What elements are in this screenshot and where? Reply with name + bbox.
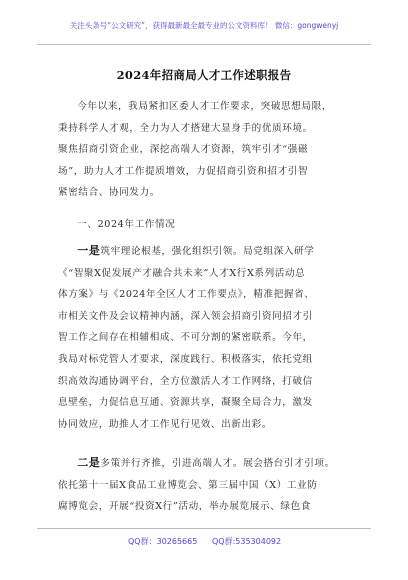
text-line: 体方案》与《2024年全区人才工作要点》，精准把握省、 bbox=[58, 289, 315, 301]
intro-paragraph bbox=[58, 96, 352, 204]
text-line: 场”，助力人才工作提质增效，力促招商引资和招才引智 bbox=[58, 165, 309, 177]
text-line: 紧密结合、协同发力。 bbox=[58, 187, 160, 199]
paragraph-lead: 二是 bbox=[77, 456, 101, 469]
paragraph-two bbox=[58, 452, 352, 518]
footer-divider bbox=[37, 528, 371, 529]
footer-qq-group-2: QQ群:535304092 bbox=[212, 537, 282, 546]
text-line: 腐博览会，开展“投资X行”活动，举办展览展示、绿色食 bbox=[58, 501, 311, 513]
footer-qq-group-1: QQ群：30265665 bbox=[128, 537, 198, 546]
text-line: 今年以来，我局紧扣区委人才工作要求，突破思想局限， bbox=[77, 101, 333, 112]
document-title: 2024年招商局人才工作述职报告 bbox=[116, 68, 292, 82]
header-divider bbox=[37, 44, 371, 45]
text-line: 智工作之间存在相辅相成、不可分割的紧密联系。今年， bbox=[58, 332, 313, 344]
text-line: 织高效沟通协调平台，全方位激活人才工作网络，打破信 bbox=[58, 375, 313, 387]
text-line bbox=[58, 452, 352, 475]
text-line: 聚焦招商引资企业，深挖高端人才资源，筑牢引才“强磁 bbox=[58, 144, 309, 156]
text-line bbox=[58, 240, 352, 263]
text-line: 息壁垒，力促信息互通、资源共享，凝聚全局合力，激发 bbox=[58, 397, 313, 409]
text-line: 我局对标党管人才要求，深度践行、积极落实，依托党组 bbox=[58, 353, 313, 365]
text-span: 筑牢理论根基，强化组织引领。局党组深入研学 bbox=[100, 246, 315, 257]
text-line: 《“智聚X促发展产才融合共未来”人才X行X系列活动总 bbox=[58, 267, 306, 279]
section-heading-text: 一、2024年工作情况 bbox=[77, 219, 176, 230]
text-line: 秉持科学人才观，全力为人才搭建大显身手的优质环境。 bbox=[58, 122, 313, 134]
paragraph-lead: 一是 bbox=[77, 244, 101, 257]
section-heading bbox=[58, 214, 352, 236]
page-header-promo: 关注头条号“公文研究”，获得最新最全最专业的公文资料库！ 微信：gongwenyj bbox=[69, 21, 339, 30]
text-span: 多策并行齐推，引进高端人才。展会搭台引才引项。 bbox=[100, 458, 335, 469]
text-line: 市相关文件及会议精神内涵，深入领会招商引资同招才引 bbox=[58, 310, 313, 322]
text-line: 协同效应，助推人才工作见行见效、出新出彩。 bbox=[58, 418, 273, 430]
text-line: 依托第十一届X食品工业博览会、第三届中国（X）工业防 bbox=[58, 479, 318, 491]
paragraph-one bbox=[58, 240, 352, 435]
